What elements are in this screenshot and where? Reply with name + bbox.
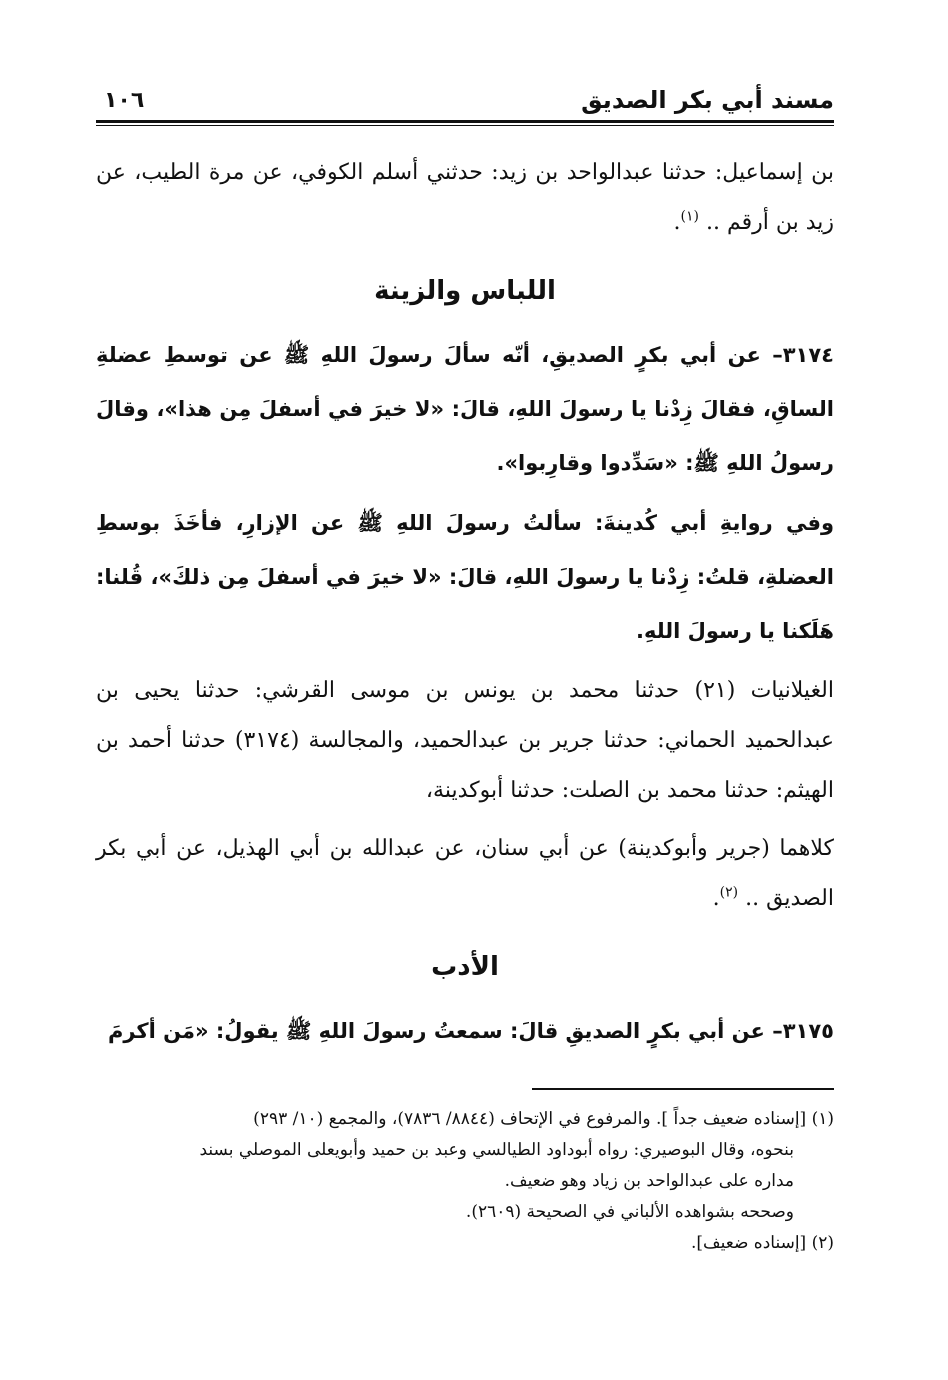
footnote-1-line-3: مداره على عبدالواحد بن زياد وهو ضعيف. [504,1171,794,1191]
footnote-marker-2: (٢) [719,884,739,901]
section-heading-clothing: اللباس والزينة [374,276,556,306]
header-rule [96,120,834,126]
footnote-marker-1: (١) [680,208,699,225]
paragraph-text: بن إسماعيل: حدثنا عبدالواحد بن زيد: حدثني أسلم الكوفي، عن مرة الطيب، عن زيد بن أرقم .. [96,160,834,235]
footnote-separator [532,1088,834,1090]
hadith-3174-variant: وفي روايةِ أبي كُدينةَ: سألتُ رسولَ اللهِ ﷺ عن الإزارِ، فأخَذَ بوسطِ العضلةِ، قلتُ: زِدْنا يا رسولَ اللهِ، قالَ: «لا خيرَ في أسفلَ مِن ذلكَ»، قُلنا: هَلَكنا يا رسولَ اللهِ. [96,511,834,643]
paragraph-isnad-continuation [96,148,834,248]
source-paragraph-ghaylaniyyat: الغيلانيات (٢١) حدثنا محمد بن يونس بن موسى القرشي: حدثنا يحيى بن عبدالحميد الحماني: حدثنا جرير بن عبدالحميد، والمجالسة (٣١٧٤) حدثنا أحمد بن الهيثم: حدثنا محمد بن الصلت: حدثنا أبوكدينة، [96,678,834,803]
running-header [96,74,834,124]
header-title: مسند أبي بكر الصديق [581,86,834,114]
footnote-1-line-1: (١) [إسناده ضعيف جداً ]. والمرفوع في الإتحاف (٨٨٤٤/ ٧٨٣٦)، والمجمع (١٠/ ٢٩٣) [253,1109,834,1129]
hadith-3174: ٣١٧٤– عن أبي بكرٍ الصديقِ، أنّه سألَ رسولَ اللهِ ﷺ عن توسطِ عضلةِ الساقِ، فقالَ زِدْنا يا رسولَ اللهِ، قالَ: «لا خيرَ في أسفلَ مِن هذا»، وقالَ رسولُ اللهِ ﷺ: «سَدِّدوا وقارِبوا». [96,343,834,475]
footnote-2: (٢) [إسناده ضعيف]. [690,1233,834,1253]
hadith-3175: ٣١٧٥– عن أبي بكرٍ الصديقِ قالَ: سمعتُ رسولَ اللهِ ﷺ يقولُ: «مَن أكرمَ [107,1019,834,1043]
footnote-1-line-4: وصححه بشواهده الألباني في الصحيحة (٢٦٠٩). [465,1202,794,1222]
page-number: ١٠٦ [104,88,145,113]
footnote-1-line-2: بنحوه، وقال البوصيري: رواه أبوداود الطيالسي وعبد بن حميد وأبويعلى الموصلي بسند [199,1140,794,1160]
section-heading-manners: الأدب [431,952,499,982]
book-page [96,74,834,1314]
paragraph-text: كلاهما (جرير وأبوكدينة) عن أبي سنان، عن عبدالله بن أبي الهذيل، عن أبي بكر الصديق .. [96,836,834,911]
paragraph-end-mark: . [673,210,681,235]
paragraph-end-mark: . [712,886,720,911]
source-paragraph-both [96,824,834,924]
